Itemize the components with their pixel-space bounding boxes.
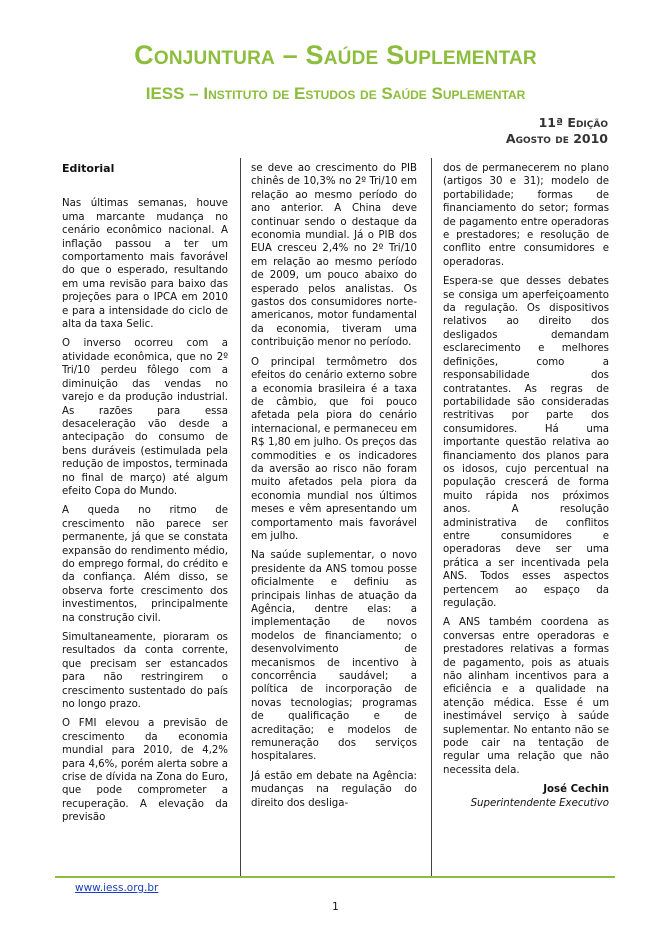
paragraph: O principal termômetro dos efeitos do cenário externo sobre a economia brasileira é a taxa de câmbio, que foi pouco afetada pela piora do cenário internacional, e permaneceu em R$ 1,80 em julho. Os preços das commodities e os indicadores da aversão ao risco não foram muito afetados pela piora da economia mundial nos últimos meses e vêm apresentando um comportamento mais favorável em julho.: [251, 356, 417, 542]
document-title: Conjuntura – Saúde Suplementar: [134, 40, 537, 70]
paragraph: Nas últimas semanas, houve uma marcante mudança no cenário econômico nacional. A inflação passou a ter um comportamento mais favorável do que o esperado, resultando em uma revisão para baixo das projeções para o IPCA em 2010 e para a intensidade do ciclo de alta da taxa Selic.: [62, 198, 228, 331]
website-link[interactable]: www.iess.org.br: [75, 882, 159, 894]
paragraph: O FMI elevou a previsão de crescimento da economia mundial para 2010, de 4,2% para 4,6%, porém alerta sobre a crise de dívida na Zona do Euro, que pode comprometer a recuperação. A elevação da previsão: [62, 718, 228, 824]
edition-date: Agosto de 2010: [505, 131, 608, 146]
document-subtitle: IESS – Instituto de Estudos de Saúde Suplementar: [145, 84, 526, 103]
column-2: [251, 162, 417, 816]
signature-name: José Cechin: [543, 784, 609, 796]
paragraph: Espera-se que desses debates se consiga um aperfeiçoamento da regulação. Os dispositivos relativos ao direito dos desligados demandam esclarecimento e melhores definições, como a responsabilidade dos contratantes. As regras de portabilidade são consideradas restritivas por parte dos consumidores. Há uma importante questão relativa ao financiamento dos planos para os idosos, cujo percentual na população crescerá de forma muito rápida nos próximos anos. A resolução administrativa de conflitos entre consumidores e operadoras deve ser uma prática a ser incentivada pela ANS. Todos esses aspectos pertencem ao espaço da regulação.: [443, 276, 609, 609]
paragraph: dos de permanecerem no plano (artigos 30 e 31); modelo de portabilidade; formas de financiamento do setor; formas de pagamento entre operadoras e prestadores; e resolução de conflito entre consumidores e operadoras.: [443, 163, 609, 268]
paragraph: A ANS também coordena as conversas entre operadoras e prestadores relativas a formas de pagamento, pois as atuais não alinham incentivos para a eficiência e a qualidade na atenção médica. Esse é um inestimável serviço à saúde suplementar. No entanto não se pode cair na tentação de regular uma relação que não necessita dela.: [443, 617, 609, 776]
edition-block: [506, 115, 608, 147]
column-divider: [431, 158, 432, 876]
paragraph: A queda no ritmo de crescimento não parece ser permanente, já que se constata expansão do rendimento médio, do emprego formal, do crédito e da confiança. Além disso, se observa forte crescimento dos investimentos, principalmente na construção civil.: [62, 505, 228, 624]
paragraph: se deve ao crescimento do PIB chinês de 10,3% no 2º Tri/10 em relação ao mesmo período do ano anterior. A China deve continuar sendo o destaque da economia mundial. Já o PIB dos EUA cresceu 2,4% no 2º Tri/10 em relação ao mesmo período de 2009, um pouco abaixo do esperado pelos analistas. Os gastos dos consumidores norte-americanos, motor fundamental da economia, tiveram uma contribuição menor no período.: [251, 163, 417, 349]
signature-role: Superintendente Executivo: [470, 797, 609, 809]
column-3: [443, 162, 609, 810]
section-heading: Editorial: [62, 162, 115, 175]
column-divider: [240, 158, 241, 876]
page-number: 1: [332, 901, 339, 913]
edition-number: 11ª Edição: [538, 115, 608, 130]
paragraph: Já estão em debate na Agência: mudanças na regulação do direito dos desliga-: [251, 770, 417, 809]
paragraph: Simultaneamente, pioraram os resultados da conta corrente, que precisam ser estancados para não restringirem o crescimento sustentado do país no longo prazo.: [62, 632, 228, 711]
footer-divider: [55, 876, 615, 878]
paragraph: O inverso ocorreu com a atividade econômica, que no 2º Tri/10 perdeu fôlego com a diminuição das vendas no varejo e da produção industrial. As razões para essa desaceleração vão desde a antecipação do consumo de bens duráveis (estimulada pela redução de impostos, terminada no final de março) até algum efeito Copa do Mundo.: [62, 338, 228, 497]
column-1: [62, 162, 228, 831]
paragraph: Na saúde suplementar, o novo presidente da ANS tomou posse oficialmente e definiu as principais linhas de atuação da Agência, dentre elas: a implementação de novos modelos de financiamento; o desenvolvimento de mecanismos de incentivo à concorrência saudável; a política de incorporação de novas tecnologias; programas de qualificação e de acreditação; e modelos de remuneração dos serviços hospitalares.: [251, 550, 417, 763]
